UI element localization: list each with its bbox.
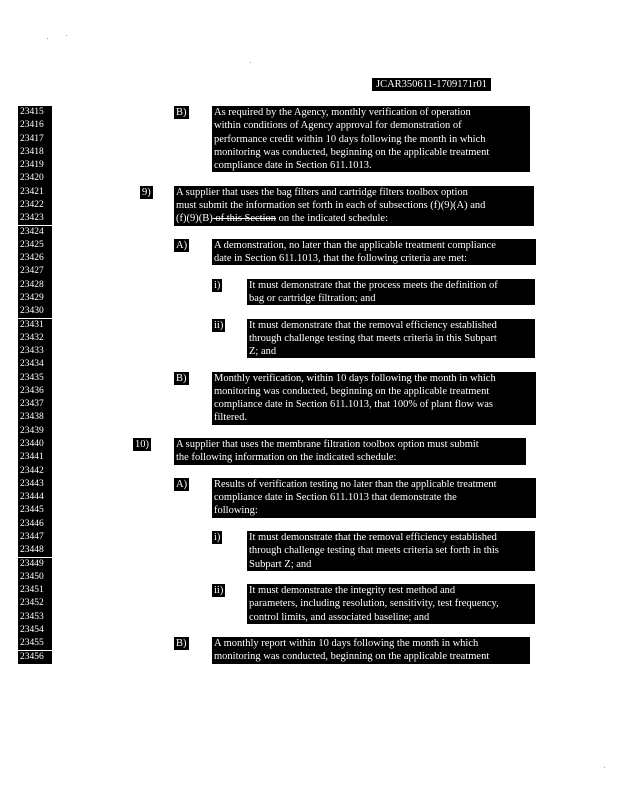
line-number: 23443 (18, 478, 52, 491)
text-fragment: on the indicated schedule: (276, 213, 388, 225)
line-number: 23441 (18, 451, 52, 464)
subsection-label: B) (176, 638, 187, 650)
line-number: 23448 (18, 544, 52, 557)
text-line: following: (214, 505, 258, 517)
line-number: 23425 (18, 239, 52, 252)
subsection-label: A) (176, 239, 188, 251)
text-line: monitoring was conducted, beginning on the applicable treatment (214, 146, 490, 158)
line-number: 23426 (18, 252, 52, 265)
line-number: 23454 (18, 624, 52, 637)
line-number: 23431 (18, 319, 52, 332)
line-number: 23417 (18, 133, 52, 146)
line-number: 23438 (18, 411, 52, 424)
text-line: A supplier that uses the membrane filtration toolbox option must submit (176, 439, 479, 450)
text-line: It must demonstrate the integrity test method and (249, 585, 456, 597)
text-line: must submit the information set forth in each of subsections (f)(9)(A) and (176, 199, 486, 211)
line-number: 23452 (18, 597, 52, 610)
line-number: 23419 (18, 159, 52, 172)
subsection-label: i) (214, 279, 221, 291)
line-number: 23427 (18, 265, 52, 278)
line-number: 23430 (18, 305, 52, 318)
subsection-label: B) (176, 372, 187, 384)
line-number: 23415 (18, 106, 52, 119)
text-line: parameters, including resolution, sensitivity, test frequency, (249, 598, 499, 610)
struck-text: of this Section (212, 213, 277, 225)
line-number: 23416 (18, 119, 52, 132)
line-number: 23436 (18, 385, 52, 398)
text-line: Z; and (249, 346, 277, 358)
line-number: 23445 (18, 504, 52, 517)
line-number: 23432 (18, 332, 52, 345)
subsection-label: i) (214, 532, 221, 543)
line-number: 23439 (18, 425, 52, 438)
paragraph-block (212, 478, 536, 518)
line-number: 23451 (18, 584, 52, 597)
paragraph-block (247, 319, 535, 359)
line-number: 23456 (18, 651, 52, 664)
text-line: control limits, and associated baseline; and (249, 611, 430, 623)
text-line: monitoring was conducted, beginning on the applicable treatment (214, 385, 490, 397)
line-number: 23422 (18, 199, 52, 212)
line-number: 23435 (18, 372, 52, 385)
text-line: Results of verification testing no later than the applicable treatment (214, 478, 497, 490)
text-line: A demonstration, no later than the applicable treatment compliance (214, 239, 496, 251)
line-number: 23455 (18, 637, 52, 650)
text-line: It must demonstrate that the removal efficiency established (249, 532, 497, 543)
line-number: 23437 (18, 398, 52, 411)
subsection-label: A) (176, 478, 188, 490)
subsection-label: ii) (214, 585, 224, 597)
text-line: compliance date in Section 611.1013, that 100% of plant flow was (214, 399, 493, 411)
line-number: 23449 (18, 558, 52, 571)
line-number: 23453 (18, 611, 52, 624)
subsection-label: 10) (135, 439, 149, 450)
paragraph-block (247, 531, 535, 571)
text-line: the following information on the indicated schedule: (176, 452, 397, 464)
line-number: 23447 (18, 531, 52, 544)
text-line: Subpart Z; and (249, 558, 312, 570)
text-line: monitoring was conducted, beginning on the applicable treatment (214, 651, 490, 663)
text-line: A supplier that uses the bag filters and cartridge filters toolbox option (176, 186, 468, 198)
line-number: 23428 (18, 279, 52, 292)
subsection-label: ii) (214, 319, 224, 331)
paragraph-block (212, 239, 536, 266)
text-line: within conditions of Agency approval for demonstration of (214, 120, 462, 132)
text-line: A monthly report within 10 days following the month in which (214, 638, 479, 650)
paragraph-block (174, 438, 526, 465)
paragraph-block (212, 637, 530, 664)
line-number: 23444 (18, 491, 52, 504)
line-number: 23429 (18, 292, 52, 305)
subsection-label: B) (176, 107, 187, 118)
paragraph-block (212, 372, 536, 425)
paragraph-block (174, 186, 534, 226)
text-line (176, 212, 532, 225)
line-number: 23418 (18, 146, 52, 159)
line-number: 23442 (18, 465, 52, 478)
line-number: 23434 (18, 358, 52, 371)
text-line: filtered. (214, 412, 247, 424)
subsection-label: 9) (142, 186, 151, 198)
document-id: JCAR350611-1709171r01 (372, 78, 491, 91)
paragraph-block (247, 279, 535, 306)
text-line: bag or cartridge filtration; and (249, 292, 376, 304)
line-number: 23421 (18, 186, 52, 199)
line-number: 23424 (18, 226, 52, 239)
line-number: 23433 (18, 345, 52, 358)
line-number: 23440 (18, 438, 52, 451)
line-number: 23423 (18, 212, 52, 225)
text-line: date in Section 611.1013, that the following criteria are met: (214, 253, 467, 265)
line-number: 23450 (18, 571, 52, 584)
text-line: compliance date in Section 611.1013. (214, 160, 372, 172)
text-line: through challenge testing that meets criteria set forth in this (249, 545, 499, 557)
text-line: It must demonstrate that the removal efficiency established (249, 319, 497, 331)
line-number: 23446 (18, 518, 52, 531)
text-line: Monthly verification, within 10 days following the month in which (214, 372, 496, 384)
text-line: through challenge testing that meets criteria in this Subpart (249, 332, 497, 344)
paragraph-block (212, 106, 530, 172)
text-line: compliance date in Section 611.1013 that demonstrate the (214, 492, 457, 504)
text-line: It must demonstrate that the process meets the definition of (249, 279, 498, 291)
paragraph-block (247, 584, 535, 624)
line-number: 23420 (18, 172, 52, 185)
text-fragment: (f)(9)(B) (176, 213, 213, 225)
text-line: As required by the Agency, monthly verification of operation (214, 107, 471, 118)
text-line: performance credit within 10 days following the month in which (214, 133, 486, 145)
